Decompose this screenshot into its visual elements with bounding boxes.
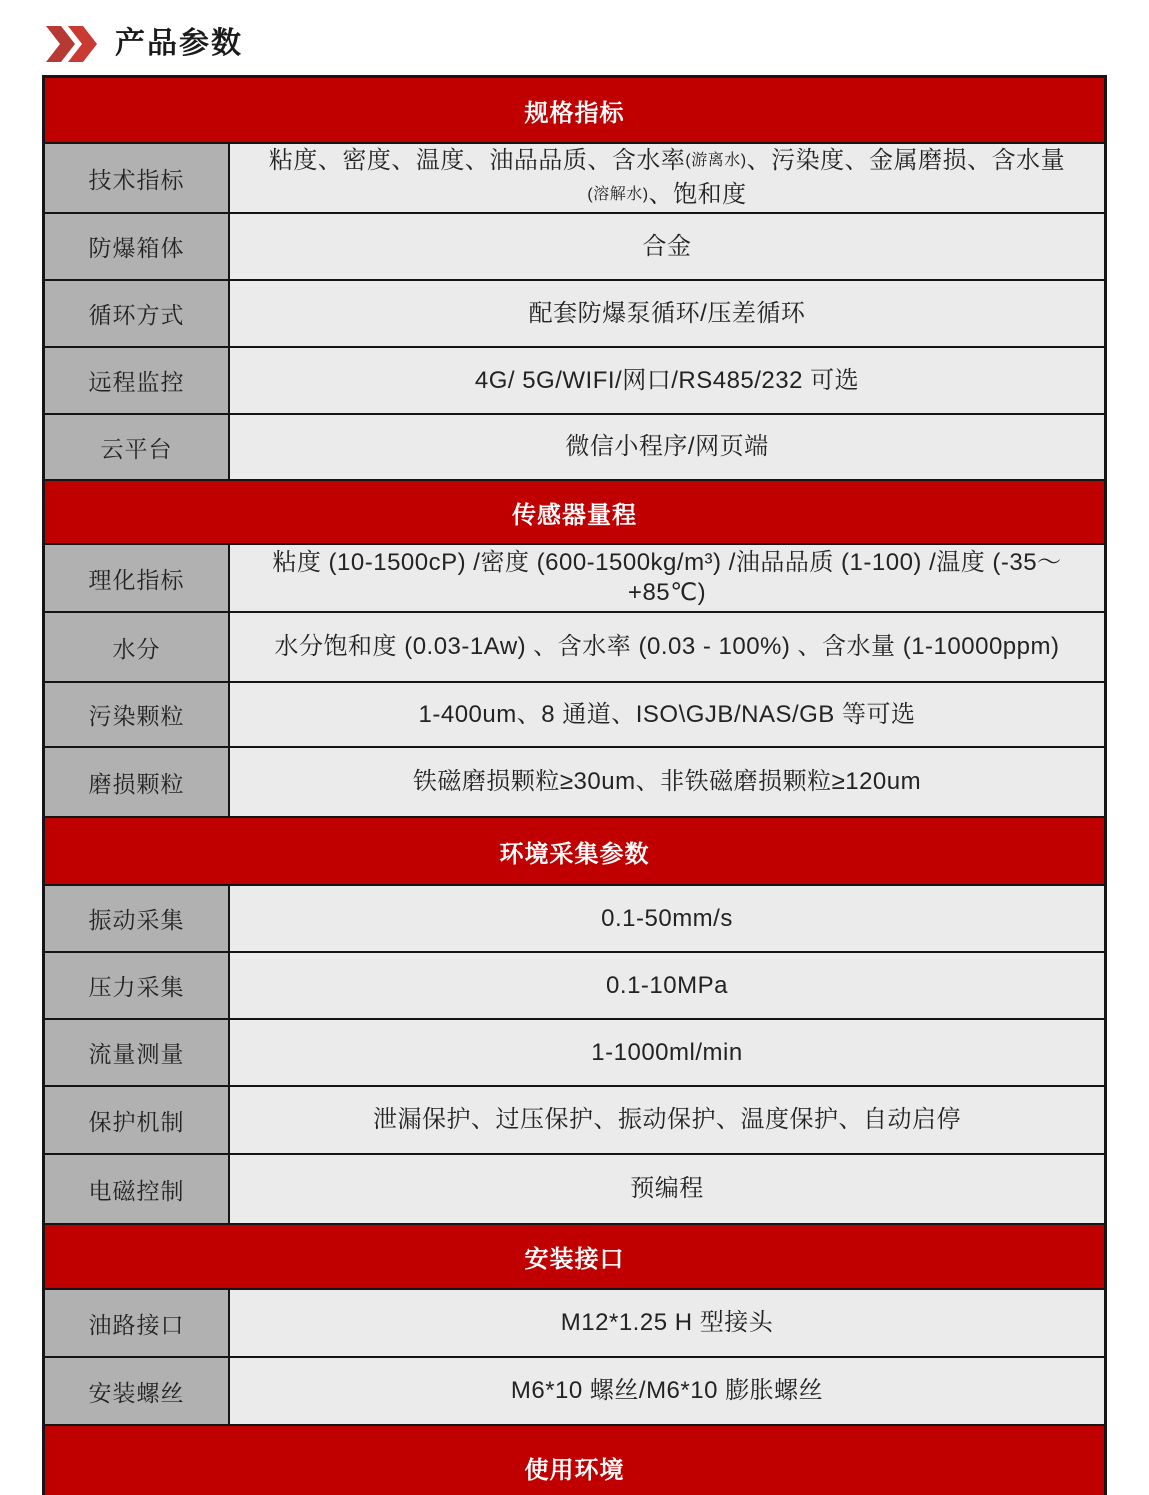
row-label: 振动采集 — [45, 886, 230, 951]
row-label: 流量测量 — [45, 1020, 230, 1085]
row-label: 理化指标 — [45, 545, 230, 611]
section-header-4 — [45, 1223, 1104, 1288]
section-header-label: 安装接口 — [524, 1246, 625, 1273]
row-value: 合金 — [230, 214, 1104, 279]
section-header-5 — [45, 1424, 1104, 1495]
table-row — [45, 279, 1104, 346]
row-label: 安装螺丝 — [45, 1358, 230, 1424]
table-row — [45, 212, 1104, 279]
table-row — [45, 1085, 1104, 1153]
section-header-label: 规格指标 — [524, 99, 625, 127]
row-value: 铁磁磨损颗粒≥30um、非铁磁磨损颗粒≥120um — [230, 748, 1104, 816]
row-label: 云平台 — [45, 415, 230, 479]
row-value: 粘度 (10-1500cP) /密度 (600-1500kg/m³) /油品品质 (1-100) /温度 (-35～+85℃) — [230, 545, 1104, 611]
double-chevron-icon — [45, 25, 99, 63]
row-label: 电磁控制 — [45, 1155, 230, 1223]
row-label: 技术指标 — [45, 144, 230, 212]
table-row — [45, 746, 1104, 816]
row-value-text: 粘度、密度、温度、油品品质、含水率 — [268, 147, 686, 174]
table-row — [45, 1288, 1104, 1356]
row-label: 压力采集 — [45, 953, 230, 1018]
product-spec-table — [42, 75, 1107, 1495]
row-value: M6*10 螺丝/M6*10 膨胀螺丝 — [230, 1358, 1104, 1424]
section-header-label: 传感器量程 — [512, 501, 637, 529]
row-label: 循环方式 — [45, 281, 230, 346]
table-row — [45, 543, 1104, 611]
row-value: 0.1-50mm/s — [230, 886, 1104, 951]
table-row — [45, 413, 1104, 479]
row-value-text: 、饱和度 — [648, 181, 747, 208]
row-label: 远程监控 — [45, 348, 230, 413]
row-label: 水分 — [45, 613, 230, 681]
row-value: 水分饱和度 (0.03-1Aw) 、含水率 (0.03 - 100%) 、含水量 (1-10000ppm) — [230, 613, 1104, 681]
section-header-2 — [45, 479, 1104, 543]
row-value: M12*1.25 H 型接头 — [230, 1290, 1104, 1356]
table-row — [45, 611, 1104, 681]
table-row — [45, 1356, 1104, 1424]
row-value: 配套防爆泵循环/压差循环 — [230, 281, 1104, 346]
row-label: 保护机制 — [45, 1087, 230, 1153]
row-value: 预编程 — [230, 1155, 1104, 1223]
row-label: 污染颗粒 — [45, 683, 230, 746]
row-label: 油路接口 — [45, 1290, 230, 1356]
row-label: 防爆箱体 — [45, 214, 230, 279]
section-header-1 — [45, 78, 1104, 142]
table-row — [45, 681, 1104, 746]
table-row — [45, 1018, 1104, 1085]
row-value-note: (溶解水) — [587, 186, 649, 203]
table-row — [45, 951, 1104, 1018]
table-row — [45, 884, 1104, 951]
page-title: 产品参数 — [115, 27, 243, 60]
row-value: 微信小程序/网页端 — [230, 415, 1104, 479]
row-value: 1-1000ml/min — [230, 1020, 1104, 1085]
row-value-text: 、污染度、金属磨损、含水量 — [746, 147, 1066, 174]
row-value: 0.1-10MPa — [230, 953, 1104, 1018]
section-header-label: 环境采集参数 — [499, 840, 650, 868]
table-row — [45, 346, 1104, 413]
row-label: 磨损颗粒 — [45, 748, 230, 816]
table-row — [45, 142, 1104, 212]
row-value: 1-400um、8 通道、ISO\GJB/NAS/GB 等可选 — [230, 683, 1104, 746]
row-value — [230, 144, 1104, 212]
section-header-label: 使用环境 — [524, 1457, 625, 1484]
row-value: 4G/ 5G/WIFI/网口/RS485/232 可选 — [230, 348, 1104, 413]
table-row — [45, 1153, 1104, 1223]
section-header-3 — [45, 816, 1104, 884]
row-value: 泄漏保护、过压保护、振动保护、温度保护、自动启停 — [230, 1087, 1104, 1153]
page-header — [45, 24, 243, 64]
row-value-note: (游离水) — [685, 152, 747, 169]
